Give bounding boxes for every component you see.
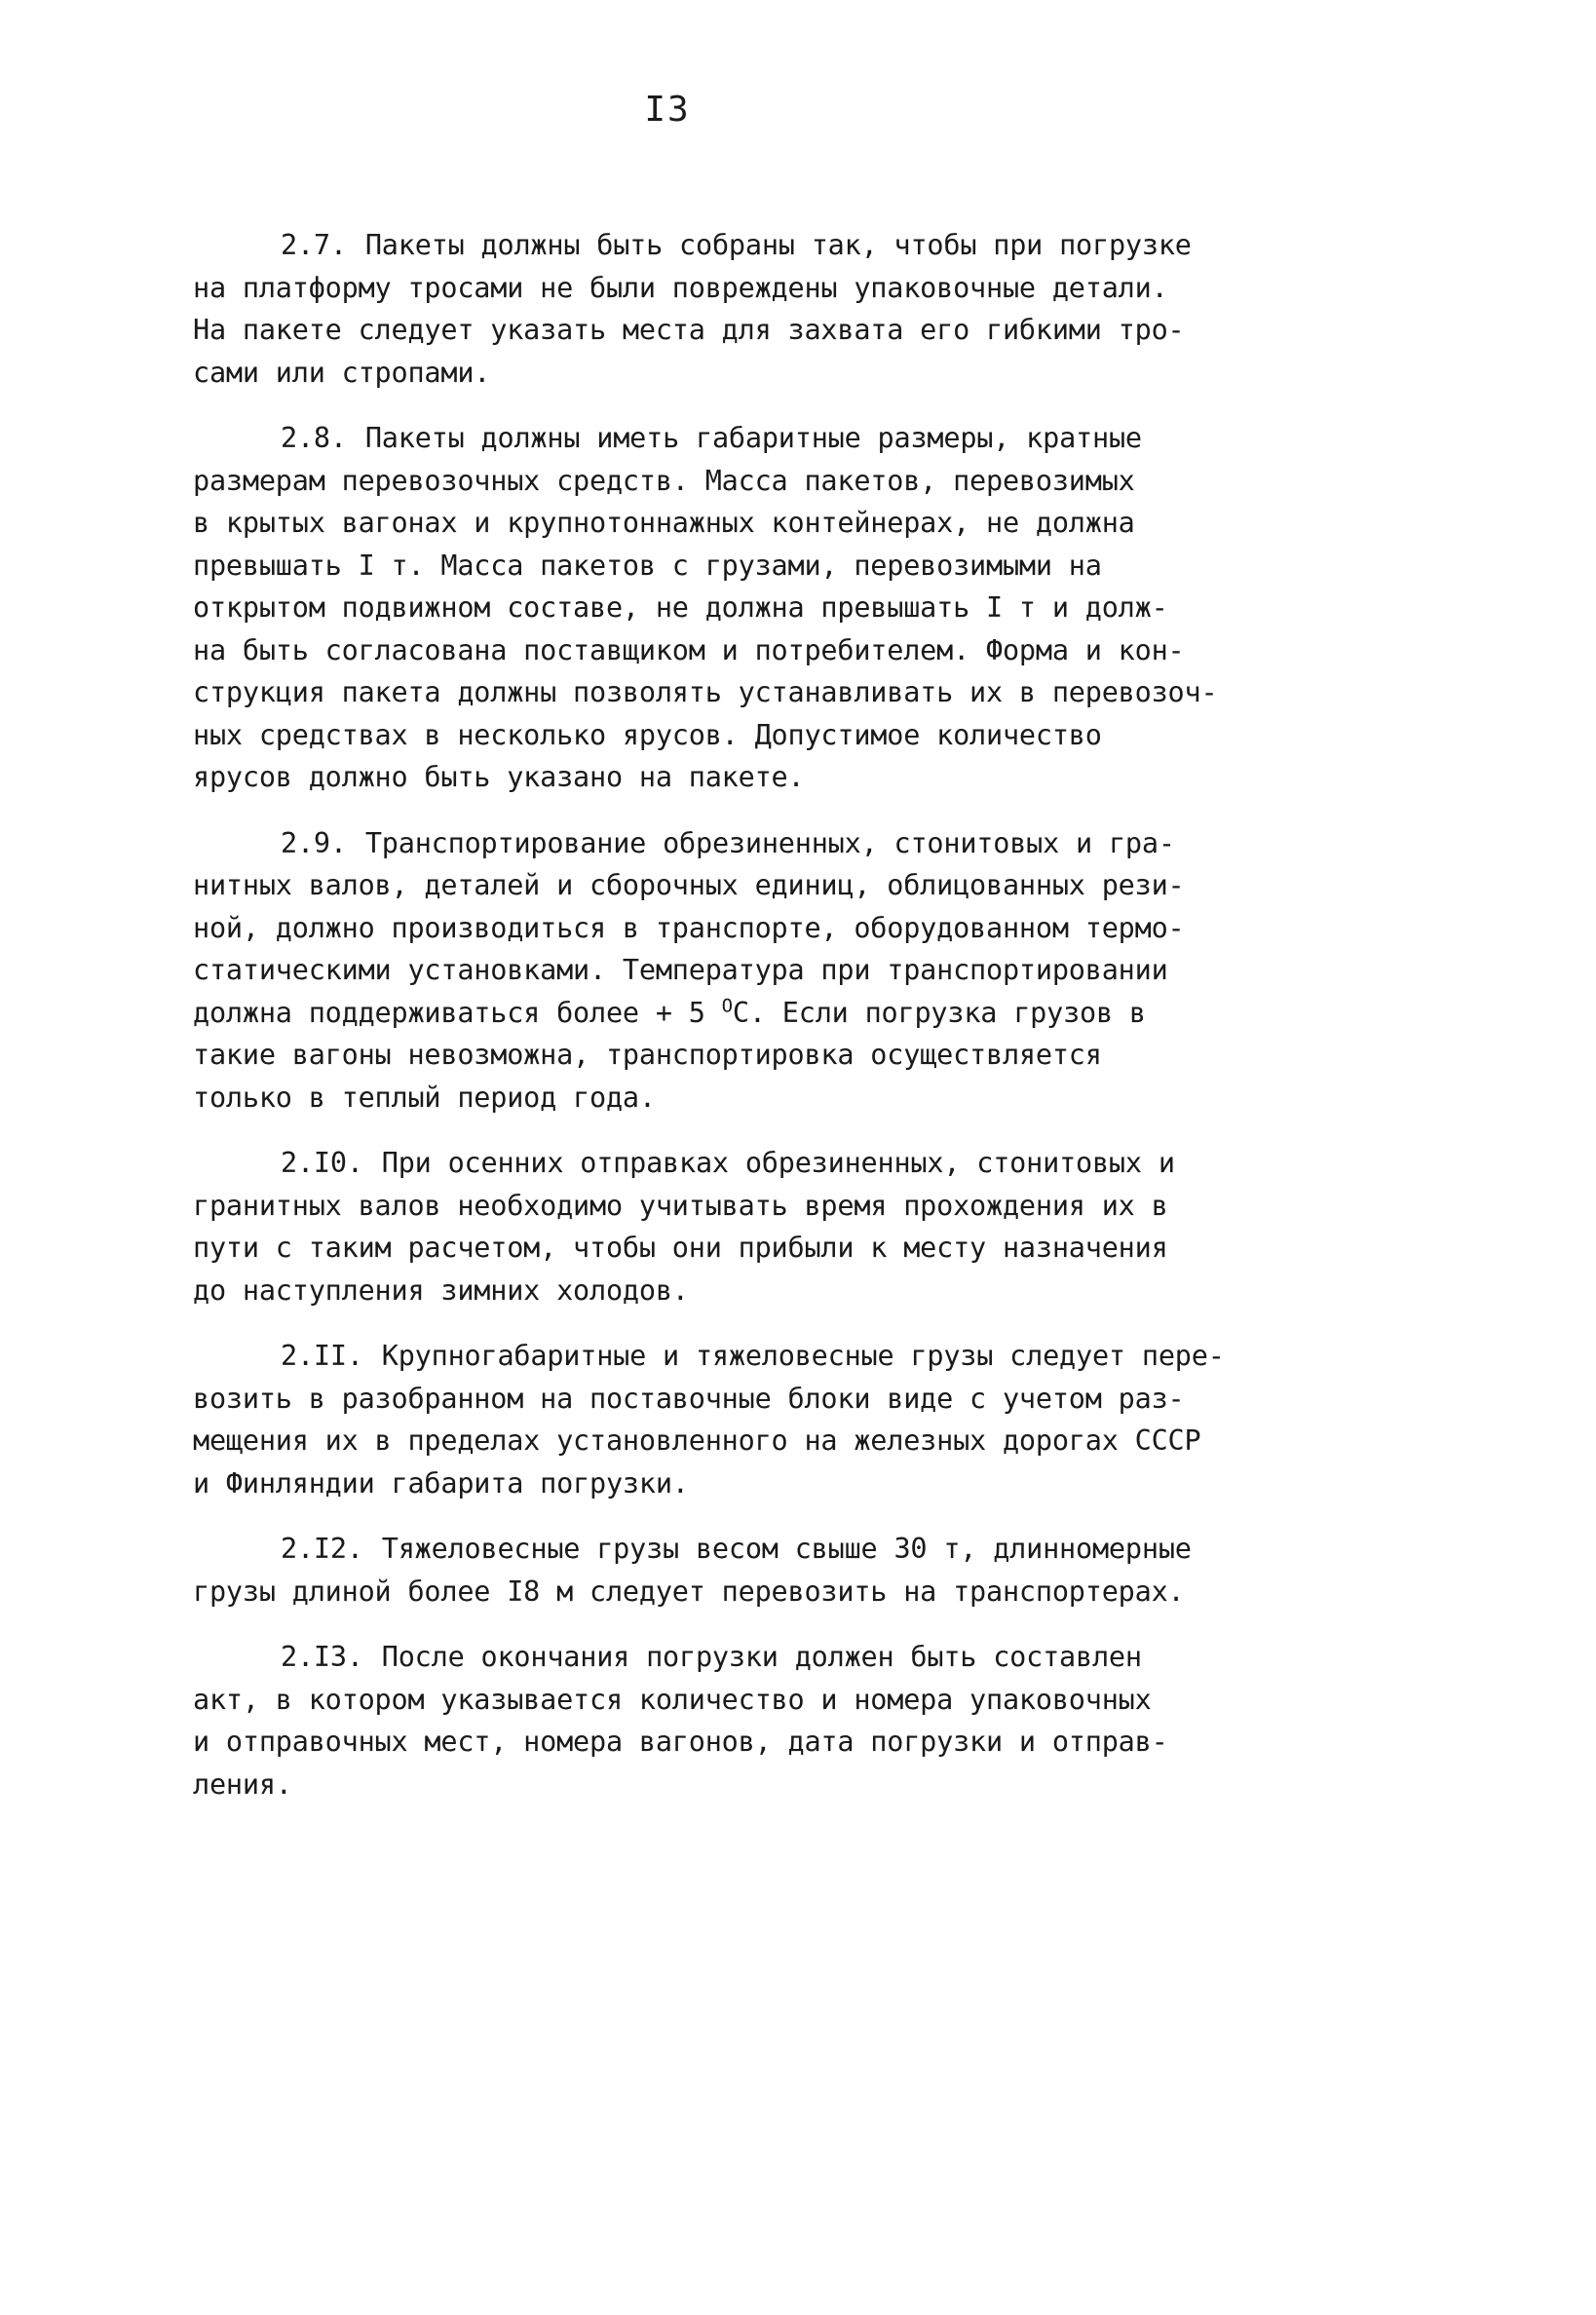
paragraph-number: 2.8. — [281, 422, 347, 454]
page-number: I3 — [644, 90, 691, 130]
document-body — [193, 224, 1294, 1829]
paragraph-text: Тяжеловесные грузы весом свыше 30 т, длинномерные грузы длиной более I8 м следует перевозить на транспортерах. — [193, 1533, 1192, 1608]
paragraph-number: 2.7. — [281, 229, 347, 261]
paragraph-text: Пакеты должны быть собраны так, чтобы при погрузке на платформу тросами не были повреждены упаковочные детали. На пакете следует указать места для захвата его гибкими тро- сами или стропами. — [193, 229, 1192, 389]
paragraph-number: 2.II. — [281, 1340, 363, 1372]
paragraph-2-13 — [193, 1636, 1294, 1805]
paragraph-text-continued: С. Если погрузка грузов в такие вагоны невозможна, транспортировка осуществляется только в теплый период года. — [193, 996, 1146, 1114]
paragraph-2-12 — [193, 1528, 1294, 1613]
paragraph-text: Пакеты должны иметь габаритные размеры, кратные размерам перевозочных средств. Масса пакетов, перевозимых в крытых вагонах и крупнотоннажных контейнерах, не должна превышать I т. Масса пакетов с грузами, перевозимыми на открытом подвижном составе, не должна превышать I т и долж- на быть согласована поставщиком и потребителем. Форма и кон- струкция пакета должны позволять устанавливать их в перевозоч- ных средствах в несколько ярусов. Допустимое количество ярусов должно быть указано на пакете. — [193, 422, 1218, 793]
paragraph-number: 2.I3. — [281, 1641, 363, 1673]
paragraph-text: Транспортирование обрезиненных, стонитовых и гра- нитных валов, деталей и сборочных единиц, облицованных рези- ной, должно производиться в транспорте, оборудованном термо- статическими установками. Температура при транспортировании должна поддерживаться более + 5 — [193, 826, 1185, 1029]
paragraph-2-11 — [193, 1335, 1294, 1504]
paragraph-text: Крупногабаритные и тяжеловесные грузы следует пере- возить в разобранном на поставочные блоки виде с учетом раз- мещения их в пределах установленного на железных дорогах СССР и Финляндии габарита погрузки. — [193, 1340, 1225, 1499]
paragraph-2-7 — [193, 224, 1294, 394]
paragraph-number: 2.I2. — [281, 1533, 363, 1565]
paragraph-2-8 — [193, 417, 1294, 799]
paragraph-2-10 — [193, 1142, 1294, 1311]
degree-sign: O — [721, 995, 733, 1017]
paragraph-text: При осенних отправках обрезиненных, стонитовых и гранитных валов необходимо учитывать время прохождения их в пути с таким расчетом, чтобы они прибыли к месту назначения до наступления зимних холодов. — [193, 1147, 1175, 1307]
paragraph-2-9 — [193, 822, 1294, 1120]
paragraph-number: 2.I0. — [281, 1147, 363, 1179]
paragraph-text: После окончания погрузки должен быть составлен акт, в котором указывается количество и номера упаковочных и отправочных мест, номера вагонов, дата погрузки и отправ- ления. — [193, 1641, 1168, 1801]
paragraph-number: 2.9. — [281, 826, 347, 859]
